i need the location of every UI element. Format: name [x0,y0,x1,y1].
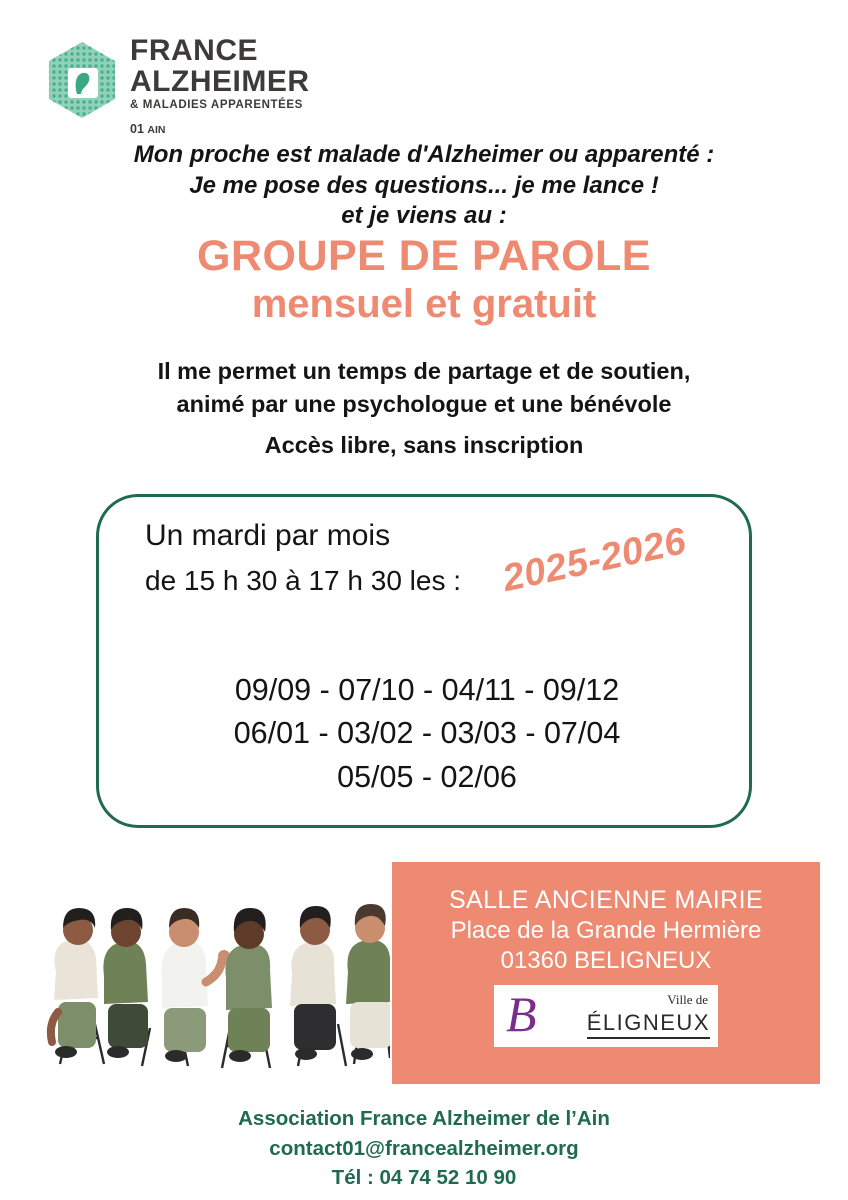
schedule-year-stamp: 2025-2026 [499,520,690,601]
description-block [0,355,848,422]
venue-name: SALLE ANCIENNE MAIRIE [448,886,764,914]
schedule-dates-line-3: 05/05 - 02/06 [337,759,517,794]
city-logo-name: ÉLIGNEUX [587,1010,710,1039]
schedule-box [96,494,752,828]
footer-association: Association France Alzheimer de l’Ain [238,1107,610,1130]
schedule-dates [99,669,755,799]
description-line-2: animé par une psychologue et une bénévole [176,391,672,418]
page-title: GROUPE DE PAROLE [197,232,651,280]
city-logo-ville-de: Ville de [667,992,708,1007]
logo-department-name: AIN [147,124,166,136]
schedule-frequency: Un mardi par mois [145,519,391,552]
description-line-3: Accès libre, sans inscription [264,432,584,458]
footer-email[interactable]: contact01@francealzheimer.org [269,1136,579,1160]
schedule-dates-line-2: 06/01 - 03/02 - 03/03 - 07/04 [233,716,621,751]
intro-line-1: Mon proche est malade d'Alzheimer ou apparenté : [133,141,715,168]
beligneux-city-logo [494,985,718,1047]
logo-line-france: FRANCE [130,34,258,67]
intro-line-2: Je me pose des questions... je me lance ! [189,171,659,199]
footer-phone: Tél : 04 74 52 10 90 [331,1166,517,1190]
france-alzheimer-logo [46,36,346,146]
venue-city: 01360 BELIGNEUX [500,947,712,974]
intro-text [0,140,848,232]
logo-department [130,122,165,136]
support-group-illustration [30,852,390,1082]
page-subtitle: mensuel et gratuit [251,282,597,326]
logo-subtitle: & MALADIES APPARENTÉES [130,99,303,112]
logo-line-alzheimer: ALZHEIMER [130,64,310,98]
city-logo-initial: B [506,986,537,1042]
footer-contact [0,1104,848,1193]
schedule-dates-line-1: 09/09 - 07/10 - 04/11 - 09/12 [234,673,620,707]
france-alzheimer-hexagon-icon [46,40,118,120]
schedule-time: de 15 h 30 à 17 h 30 les : [145,565,462,596]
intro-line-3: et je viens au : [341,202,507,230]
description-line-1: Il me permet un temps de partage et de soutien, [157,358,691,384]
logo-wordmark [130,36,310,111]
venue-panel [392,862,820,1084]
logo-department-number: 01 [130,122,144,136]
venue-street: Place de la Grande Hermière [450,917,762,944]
